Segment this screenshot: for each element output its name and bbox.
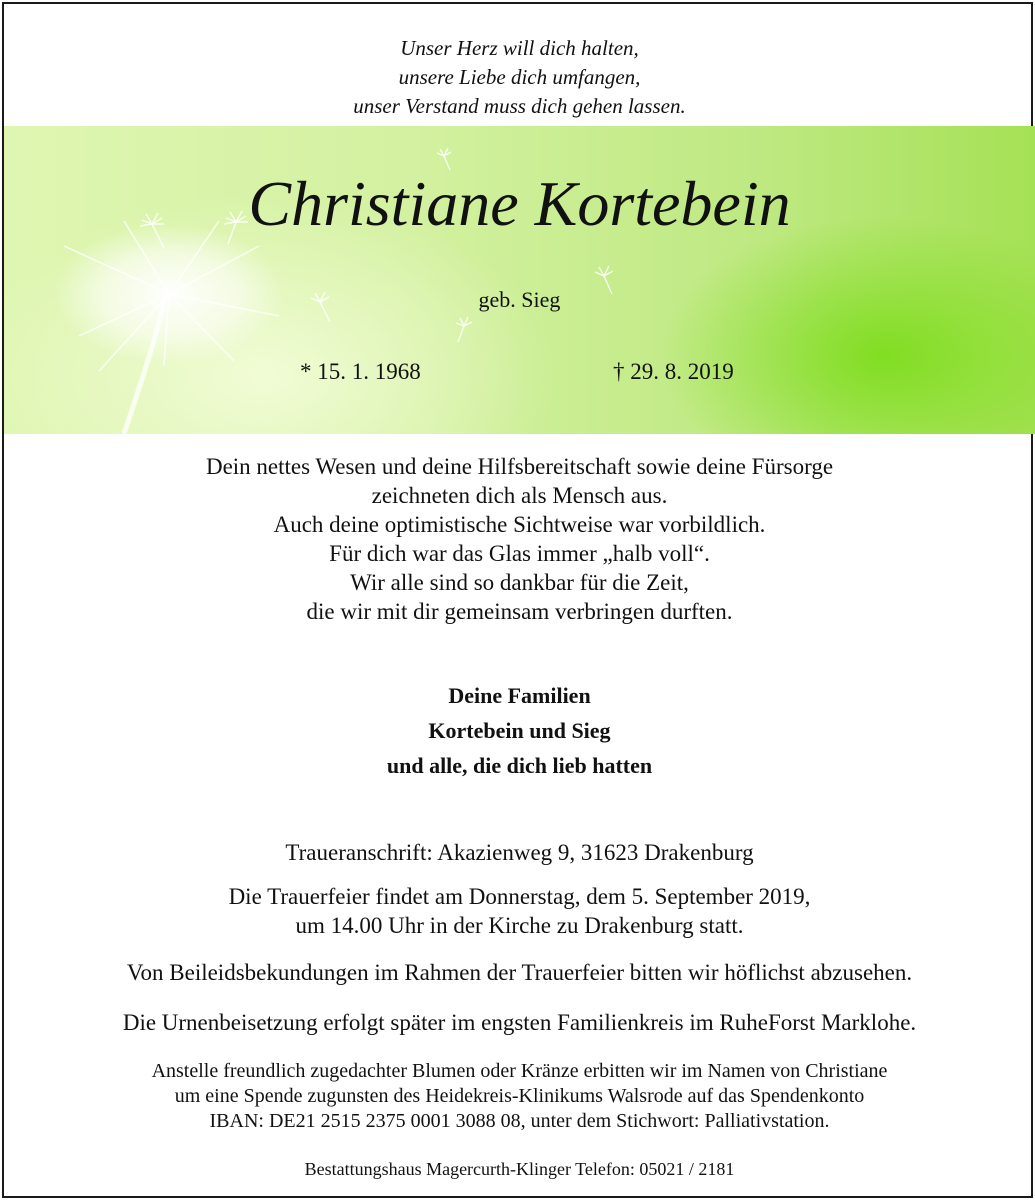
mourning-address: Traueranschrift: Akazienweg 9, 31623 Drakenburg <box>285 840 754 865</box>
motto-verse <box>4 34 1035 121</box>
ceremony-line: um 14.00 Uhr in der Kirche zu Drakenburg statt. <box>295 913 744 938</box>
tribute-line: Wir alle sind so dankbar für die Zeit, <box>350 570 689 595</box>
obituary-notice <box>2 2 1033 1198</box>
tribute-line: Für dich war das Glas immer „halb voll“. <box>329 541 710 566</box>
name-banner <box>4 126 1035 434</box>
ceremony-line: Die Trauerfeier findet am Donnerstag, dem 5. September 2019, <box>228 884 811 909</box>
undertaker-contact: Bestattungshaus Magercurth-Klinger Telefon: 05021 / 2181 <box>304 1159 735 1179</box>
urn-burial-note: Die Urnenbeisetzung erfolgt später im engsten Familienkreis im RuheForst Marklohe. <box>122 1010 917 1035</box>
donation-line: um eine Spende zugunsten des Heidekreis-Klinikums Walsrode auf das Spendenkonto <box>174 1085 865 1107</box>
maiden-name: geb. Sieg <box>478 287 561 312</box>
mourners-line: Deine Familien <box>448 683 591 708</box>
donation-line: Anstelle freundlich zugedachter Blumen oder Kränze erbitten wir im Namen von Christiane <box>151 1060 888 1082</box>
motto-line: unser Verstand muss dich gehen lassen. <box>353 94 686 118</box>
motto-line: Unser Herz will dich halten, <box>400 36 639 60</box>
mourners-line: Kortebein und Sieg <box>428 718 611 743</box>
death-date: † 29. 8. 2019 <box>613 359 734 384</box>
tribute-line: Dein nettes Wesen und deine Hilfsbereitschaft sowie deine Fürsorge <box>205 454 834 479</box>
tribute-line: zeichneten dich als Mensch aus. <box>371 483 668 508</box>
tribute-text <box>4 452 1035 626</box>
condolence-note: Von Beileidsbekundungen im Rahmen der Trauerfeier bitten wir höflichst abzusehen. <box>126 960 913 985</box>
mourners-line: und alle, die dich lieb hatten <box>386 753 653 778</box>
motto-line: unsere Liebe dich umfangen, <box>398 65 641 89</box>
deceased-name: Christiane Kortebein <box>248 168 791 239</box>
tribute-line: die wir mit dir gemeinsam verbringen durften. <box>306 599 733 624</box>
funeral-ceremony <box>4 882 1035 940</box>
donation-line: IBAN: DE21 2515 2375 0001 3088 08, unter dem Stichwort: Palliativstation. <box>209 1110 830 1132</box>
tribute-line: Auch deine optimistische Sichtweise war vorbildlich. <box>273 512 766 537</box>
mourners-signature <box>4 678 1035 783</box>
donation-request <box>4 1059 1035 1134</box>
birth-date: * 15. 1. 1968 <box>300 359 421 384</box>
